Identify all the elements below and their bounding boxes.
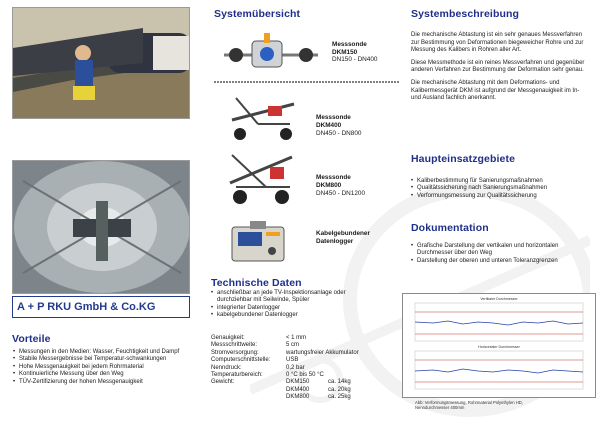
device-name: Messsonde DKM800 [316, 174, 351, 189]
list-item: • Kaliberbestimmung für Sanierungsmaßnahmen [410, 178, 595, 185]
dkm400-device-image [228, 94, 298, 142]
list-item: • Messungen in den Medien: Wasser, Feuchtigkeit und Dampf [12, 349, 202, 356]
pipe-interior-photo [12, 160, 190, 294]
table-row: DKM800 ca. 25kg [286, 394, 351, 401]
dkm150-device-image [222, 33, 320, 75]
device-range: DN450 - DN1200 [316, 190, 366, 197]
spec-table [211, 335, 359, 402]
vertical-diameter-line [415, 321, 583, 325]
list-item: • Verformungsmessung zur Qualitätssicherung [410, 193, 595, 200]
table-row: Genauigkeit: < 1 mm [211, 335, 307, 341]
device-name: Messsonde DKM150 [332, 41, 367, 56]
description-title: Systembeschreibung [411, 8, 519, 20]
application-title: Haupteinsatzgebiete [411, 153, 516, 165]
horizontal-diameter-line [415, 369, 583, 373]
table-row: DKM400 ca. 20kg [286, 386, 351, 393]
application-list [410, 178, 595, 200]
datalogger-image [230, 221, 286, 263]
table-row: Nenndruck: 0,2 bar [211, 364, 305, 371]
pipe-site-photo [12, 7, 190, 119]
paragraph: Die mechanische Abtastung ist ein sehr genaues Messverfahren zur Bestimmung von Deformationen biegeweicher Rohre und zur Messung des Kalibers in Rohren aller Art. [411, 32, 584, 54]
device-name: Messsonde DKM400 [316, 114, 351, 129]
device-range: DN150 - DN400 [332, 56, 378, 63]
technical-title: Technische Daten [211, 277, 302, 289]
chart-bottom-title: Horizontaler Durchmesser [478, 345, 520, 349]
chart-top-title: Vertikaler Durchmesser [480, 297, 518, 301]
list-item: • Grafische Darstellung der vertikalen und horizontalen Durchmesser über den Weg [410, 243, 595, 258]
overview-title: Systemübersicht [214, 8, 301, 20]
chart-caption: Abb: Verformungsmessung, Rohrmaterial Polyethylen HD, Nenndurchmesser 400mm [415, 400, 523, 410]
list-item: • TÜV-Zertifizierung der hohen Messgenauigkeit [12, 379, 202, 386]
list-item: • kabelgebundener Datenlogger [210, 312, 380, 319]
measurement-chart [402, 293, 596, 398]
technical-list [210, 290, 380, 320]
list-item: • Kontinuierliche Messung über den Weg [12, 371, 202, 378]
list-item: • anschließbar an jede TV-Inspektionsanlage oder durchziehbar mit Seilwinde, Spüler [210, 290, 380, 305]
device-range: DN450 - DN800 [316, 130, 362, 137]
table-row: Computerschnittstelle: USB [211, 357, 299, 364]
device-name: Kabelgebundener Datenlogger [316, 230, 370, 245]
list-item: • Stabile Messergebnisse bei Temperatur-schwankungen [12, 356, 202, 363]
table-row: Temperaturbereich: 0 °C bis 50 °C [211, 372, 324, 379]
dkm800-device-image [226, 153, 296, 205]
table-row: Messschrittweite: 5 cm [211, 342, 300, 349]
description-text [411, 32, 591, 108]
divider-line [214, 80, 400, 84]
list-item: • Qualitätssicherung nach Sanierungsmaßnahmen [410, 185, 595, 192]
table-row: Stromversorgung: wartungsfreier Akkumulator [211, 349, 359, 356]
documentation-list [410, 243, 595, 265]
advantages-title: Vorteile [12, 333, 51, 345]
company-name: A + P RKU GmbH & Co.KG [12, 296, 190, 318]
list-item: • Darstellung der oberen und unteren Toleranzgrenzen [410, 258, 595, 265]
paragraph: Diese Messmethode ist ein reines Messverfahren und gegenüber anderen Verfahren zur Bestimmung der Deformation sehr genau. [411, 59, 585, 74]
documentation-title: Dokumentation [411, 222, 489, 234]
list-item: • Hohe Messgenauigkeit bei jedem Rohrmaterial [12, 364, 202, 371]
advantages-list [12, 349, 202, 386]
list-item: • integrierter Datenlogger [210, 305, 380, 312]
paragraph: Die mechanische Abtastung mit dem Deformations- und Kalibermessgerät DKM ist aufgrund der Messgenauigkeit im In- und Ausland fachlich anerkannt. [411, 79, 580, 102]
table-row: Gewicht: DKM150 ca. 14kg [211, 379, 351, 386]
